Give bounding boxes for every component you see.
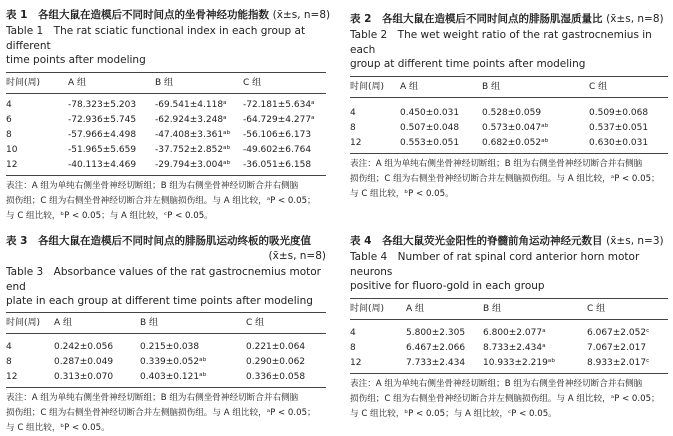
table-row: 4 -78.323±5.203 -69.541±4.118ᵃ -72.181±5.634ᵃ	[6, 99, 315, 110]
table-row: 12 7.733±2.434 10.933±2.219ᵃᵇ 8.933±2.017ᶜ	[350, 357, 650, 368]
column-header: 时间(周)	[350, 303, 385, 314]
table-4-title-en-line-2: positive for fluoro-gold in each group	[350, 280, 545, 292]
table-4	[350, 234, 668, 422]
table-2-note: 表注：A 组为单纯右侧坐骨神经切断组；B 组为右侧坐骨神经切断合并右侧脑 损伤组；C 组为右侧坐骨神经切断合并左侧脑损伤组。与 A 组比较，ᵃP < 0.05； 与 C 组比较，ᵇP < 0.05。	[350, 158, 660, 199]
bottom-rule	[350, 153, 668, 154]
bottom-rule	[6, 175, 326, 176]
table-3-title-stat: (x̄±s, n=8)	[268, 250, 326, 262]
column-header: A 组	[400, 81, 419, 92]
table-row: 8 0.507±0.048 0.573±0.047ᵃᵇ 0.537±0.051	[350, 122, 649, 133]
column-header: B 组	[482, 81, 501, 92]
table-4-title-cn: 表 4 各组大鼠荧光金阳性的脊髓前角运动神经元数目	[350, 235, 603, 247]
table-row: 8 0.287±0.049 0.339±0.052ᵃᵇ 0.290±0.062	[6, 356, 306, 367]
table-3	[6, 234, 326, 436]
column-header: C 组	[587, 303, 606, 314]
table-3-title-en-line-1: Table 3 Absorbance values of the rat gastrocnemius motor end	[6, 266, 321, 293]
table-2-title-en-line-1: Table 2 The wet weight ratio of the rat gastrocnemius in each	[350, 29, 652, 56]
column-header: C 组	[589, 81, 608, 92]
table-1-title-stat: (x̄±s, n=8)	[272, 9, 331, 21]
bottom-rule	[350, 373, 668, 374]
table-header-row	[6, 73, 326, 93]
column-header: B 组	[483, 303, 502, 314]
table-1	[6, 8, 331, 224]
column-header: B 组	[155, 77, 174, 88]
table-3-title-cn: 表 3 各组大鼠在造模后不同时间点的腓肠肌运动终板的吸光度值	[6, 235, 311, 247]
table-row: 12 0.313±0.070 0.403±0.121ᵃᵇ 0.336±0.058	[6, 371, 306, 382]
column-header: 时间(周)	[6, 317, 41, 328]
table-2	[350, 12, 668, 202]
column-header: B 组	[140, 317, 159, 328]
table-2-title-en-line-2: group at different time points after modeling	[350, 58, 586, 70]
column-header: 时间(周)	[6, 77, 41, 88]
table-row: 4 0.242±0.056 0.215±0.038 0.221±0.064	[6, 341, 306, 352]
table-header-row	[6, 313, 326, 333]
table-3-note: 表注：A 组为单纯右侧坐骨神经切断组；B 组为右侧坐骨神经切断合并右侧脑 损伤组；C 组为右侧坐骨神经切断合并左侧脑损伤组。与 A 组比较，ᵃP < 0.05； 与 C 组比较，ᵇP < 0.05。	[6, 392, 316, 433]
table-row: 4 0.450±0.031 0.528±0.059 0.509±0.068	[350, 107, 649, 118]
table-row: 12 -40.113±4.469 -29.794±3.004ᵃᵇ -36.051±6.158	[6, 159, 312, 170]
table-1-title-cn: 表 1 各组大鼠在造模后不同时间点的坐骨神经功能指数	[6, 9, 269, 21]
table-1-note: 表注：A 组为单纯右侧坐骨神经切断组；B 组为右侧坐骨神经切断合并右侧脑 损伤组；C 组为右侧坐骨神经切断合并左侧脑损伤组。与 A 组比较，ᵃP < 0.05； 与 C 组比较，ᵇP < 0.05；与 A 组比较，ᶜP < 0.05。	[6, 180, 316, 221]
bottom-rule	[6, 387, 326, 388]
table-row: 8 6.467±2.066 8.733±2.434ᵃ 7.067±2.017	[350, 342, 647, 353]
table-row: 6 -72.936±5.745 -62.924±3.248ᵃ -64.729±4.277ᵃ	[6, 114, 315, 125]
table-row: 10 -51.965±5.659 -37.752±2.852ᵃᵇ -49.602±6.764	[6, 144, 312, 155]
column-header: 时间(周)	[350, 81, 385, 92]
column-header: A 组	[68, 77, 87, 88]
table-1-title-en-line-1: Table 1 The rat sciatic functional index in each group at different	[6, 25, 306, 52]
table-2-title-cn: 表 2 各组大鼠在造模后不同时间点的腓肠肌湿质量比	[350, 13, 603, 25]
table-1-title-en-line-2: time points after modeling	[6, 54, 146, 66]
table-row: 4 5.800±2.305 6.800±2.077ᵃ 6.067±2.052ᶜ	[350, 327, 650, 338]
table-row: 8 -57.966±4.498 -47.408±3.361ᵃᵇ -56.106±6.173	[6, 129, 312, 140]
table-header-row	[350, 77, 668, 97]
table-header-row	[350, 299, 668, 319]
table-4-title-en-line-1: Table 4 Number of rat spinal cord anterior horn motor neurons	[350, 251, 640, 278]
table-4-note: 表注：A 组为单纯右侧坐骨神经切断组；B 组为右侧坐骨神经切断合并右侧脑 损伤组；C 组为右侧坐骨神经切断合并左侧脑损伤组。与 A 组比较，ᵃP < 0.05； 与 C 组比较，ᵇP < 0.05；与 A 组比较，ᶜP < 0.05。	[350, 378, 660, 419]
column-header: A 组	[406, 303, 425, 314]
column-header: C 组	[243, 77, 262, 88]
column-header: A 组	[54, 317, 73, 328]
table-row: 12 0.553±0.051 0.682±0.052ᵃᵇ 0.630±0.031	[350, 137, 649, 148]
column-header: C 组	[246, 317, 265, 328]
table-2-title-stat: (x̄±s, n=8)	[606, 13, 664, 25]
table-3-title-en-line-2: plate in each group at different time points after modeling	[6, 295, 313, 307]
table-4-title-stat: (x̄±s, n=3)	[606, 235, 664, 247]
